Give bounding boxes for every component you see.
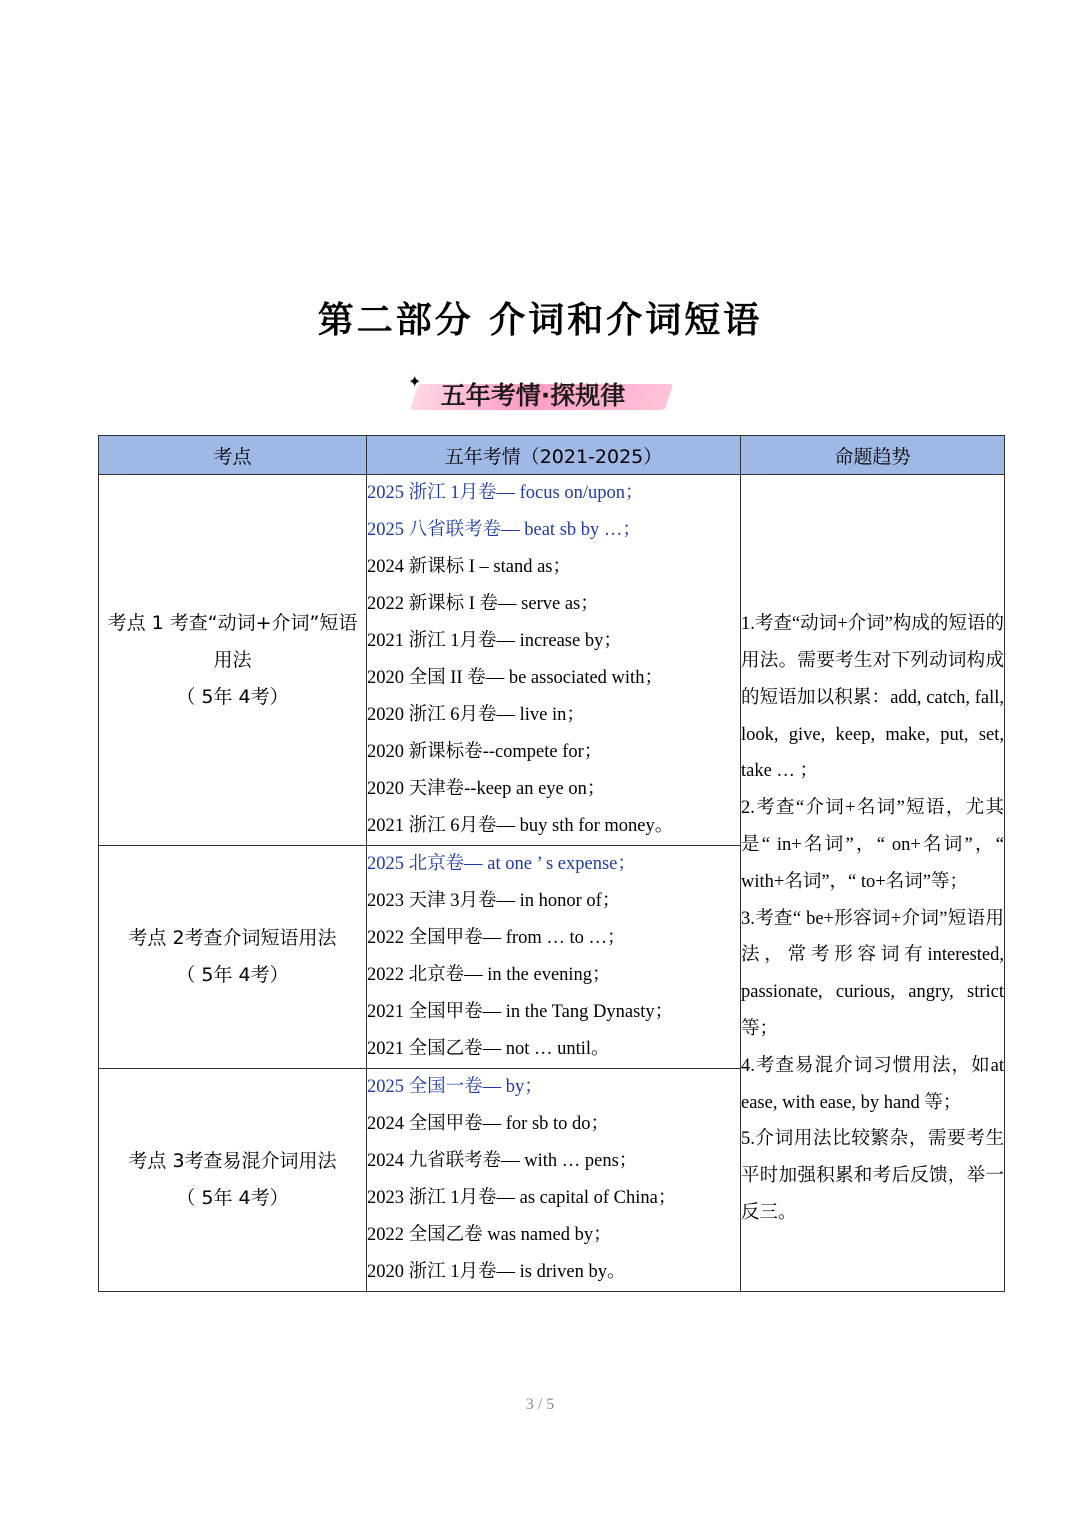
- case-item: 2020 浙江 6月卷— live in；: [367, 705, 585, 725]
- point-cell: [99, 846, 367, 1069]
- case-item: 2024 全国甲卷— for sb to do；: [367, 1114, 610, 1134]
- case-item: 2024 九省联考卷— with … pens；: [367, 1151, 638, 1171]
- case-item: 2021 浙江 1月卷— increase by；: [367, 631, 622, 651]
- case-item: 2023 浙江 1月卷— as capital of China；: [367, 1188, 677, 1208]
- case-item: 2024 新课标 I – stand as；: [367, 557, 571, 577]
- point-cell: [99, 475, 367, 846]
- case-item: 2022 新课标 I 卷— serve as；: [367, 594, 599, 614]
- case-item: 2025 八省联考卷— beat sb by …；: [367, 520, 641, 540]
- trend-item: 4.考查易混介词习惯用法，如at ease, with ease, by hand 等；: [741, 1055, 1004, 1113]
- trend-item: 2.考查“介词+名词”短语，尤其是“ in+名词”，“ on+名词”，“ with+名词”，“ to+名词”等；: [741, 798, 1004, 892]
- point-count: （ 5年 4考）: [176, 1187, 289, 1209]
- case-item: 2023 天津 3月卷— in honor of；: [367, 891, 621, 911]
- point-count: （ 5年 4考）: [176, 685, 289, 708]
- banner-text: 五年考情·探规律: [440, 381, 626, 410]
- point-title: 考点 2考查介词短语用法: [128, 927, 337, 949]
- case-item: 2020 全国 II 卷— be associated with；: [367, 668, 663, 688]
- case-item: 2025 北京卷— at one ’ s expense；: [367, 854, 636, 874]
- case-item: 2022 全国乙卷 was named by；: [367, 1225, 612, 1245]
- case-item: 2021 全国乙卷— not … until。: [367, 1039, 610, 1059]
- case-item: 2021 浙江 6月卷— buy sth for money。: [367, 816, 674, 836]
- case-item: 2020 天津卷--keep an eye on；: [367, 779, 606, 799]
- header-point: 考点: [99, 436, 367, 475]
- sparkle-icon: ✦: [408, 374, 422, 391]
- point-title: 考点 1 考查“动词+介词”短语用法: [107, 611, 358, 671]
- point-cell: [99, 1069, 367, 1292]
- trend-top-spacer: [741, 534, 1004, 606]
- trend-cell: [741, 475, 1005, 1292]
- trend-item: 1.考查“动词+介词”构成的短语的用法。需要考生对下列动词构成的短语加以积累：add, catch, fall, look, give, keep, make, put, set, take … ；: [741, 614, 1004, 782]
- case-item: 2020 新课标卷--compete for；: [367, 742, 603, 762]
- case-item: 2025 全国一卷— by；: [367, 1077, 543, 1097]
- header-cases: 五年考情（2021-2025）: [367, 436, 741, 475]
- page-number: 3 / 5: [525, 1396, 555, 1413]
- case-item: 2020 浙江 1月卷— is driven by。: [367, 1262, 626, 1282]
- case-item: 2022 北京卷— in the evening；: [367, 965, 611, 985]
- case-item: 2025 浙江 1月卷— focus on/upon；: [367, 483, 644, 503]
- point-count: （ 5年 4考）: [176, 964, 289, 986]
- point-title: 考点 3考查易混介词用法: [128, 1150, 337, 1172]
- cases-cell: [367, 1069, 741, 1292]
- trend-item: 3.考查“ be+形容词+介词”短语用法，常考形容词有interested, passionate, curious, angry, strict 等；: [741, 908, 1004, 1039]
- exam-table: [98, 435, 1005, 1292]
- table-header-row: [99, 436, 1005, 475]
- cases-cell: [367, 846, 741, 1069]
- header-trend: 命题趋势: [741, 436, 1005, 475]
- trend-item: 5.介词用法比较繁杂，需要考生平时加强积累和考后反馈，举一反三。: [741, 1129, 1004, 1223]
- page-title: 第二部分 介词和介词短语: [317, 300, 763, 341]
- table-row: [99, 475, 1005, 846]
- case-item: 2021 全国甲卷— in the Tang Dynasty；: [367, 1002, 674, 1022]
- cases-cell: [367, 475, 741, 846]
- case-item: 2022 全国甲卷— from … to …；: [367, 928, 626, 948]
